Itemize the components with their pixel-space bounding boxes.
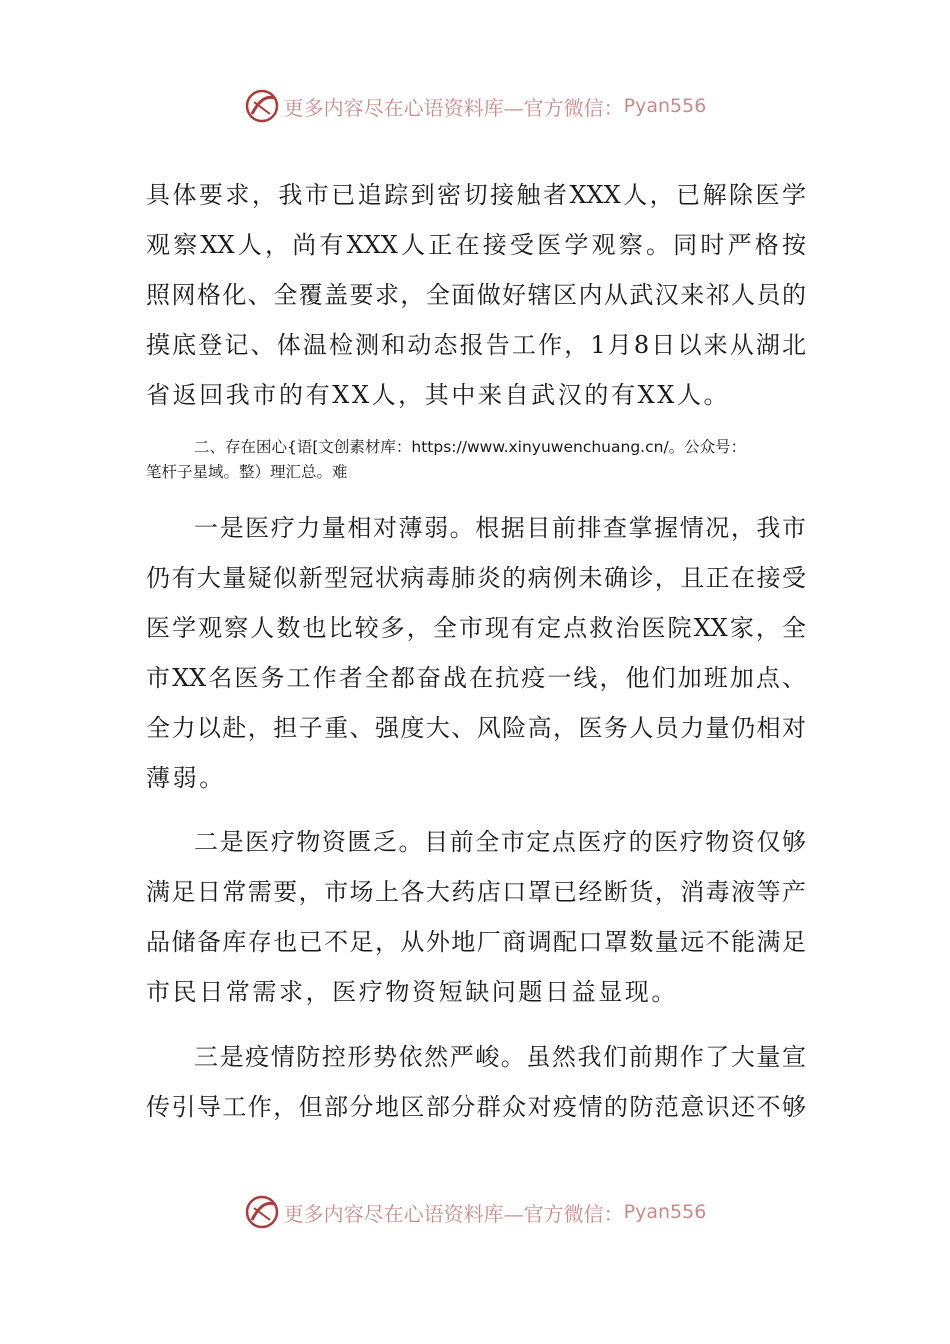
text-line: 照网格化、全覆盖要求，全面做好辖区内从武汉来祁人员的 — [146, 281, 806, 309]
banner-text: 更多内容尽在心语资料库—官方微信： — [283, 1201, 624, 1226]
text-line: 仍有大量疑似新型冠状病毒肺炎的病例未确诊，且正在接受 — [146, 564, 806, 592]
text-line: 满足日常需要，市场上各大药店口罩已经断货，消毒液等产 — [146, 878, 806, 906]
text-line: 一是医疗力量相对薄弱。根据目前排查掌握情况，我市 — [194, 514, 806, 542]
text-line: 薄弱。 — [146, 764, 226, 792]
text-line: 医学观察人数也比较多，全市现有定点救治医院XX家，全 — [146, 614, 806, 642]
text-line: 市民日常需求，医疗物资短缺问题日益显现。 — [146, 978, 678, 1006]
text-line: 传引导工作，但部分地区部分群众对疫情的防范意识还不够 — [146, 1093, 806, 1121]
text-line: 市XX名医务工作者全都奋战在抗疫一线，他们加班加点、 — [146, 664, 806, 692]
paragraph-1 — [146, 170, 806, 420]
text-line: 三是疫情防控形势依然严峻。虽然我们前期作了大量宣 — [194, 1043, 806, 1071]
section-heading — [146, 435, 826, 485]
paragraph-3 — [146, 817, 806, 1017]
banner-wechat-id: Pyan556 — [623, 1201, 707, 1223]
text-line: 省返回我市的有XX人，其中来自武汉的有XX人。 — [146, 381, 731, 409]
text-line: 二是医疗物资匮乏。目前全市定点医疗的医疗物资仅够 — [194, 828, 806, 856]
heading-line: 笔杆子星域。整）理汇总。难 — [146, 463, 348, 481]
header-banner — [0, 84, 950, 128]
text-line: 具体要求，我市已追踪到密切接触者XXX人，已解除医学 — [146, 181, 806, 209]
paragraph-2 — [146, 503, 806, 803]
footer-banner — [0, 1190, 950, 1234]
text-line: 摸底登记、体温检测和动态报告工作，1月8日以来从湖北 — [146, 331, 806, 359]
banner-text: 更多内容尽在心语资料库—官方微信： — [283, 95, 624, 120]
text-line: 观察XX人，尚有XXX人正在接受医学观察。同时严格按 — [146, 231, 806, 259]
paragraph-4 — [146, 1032, 806, 1132]
heading-line: 二、存在困心{语[文创素材库：https://www.xinyuwenchuang.cn/。公众号： — [194, 438, 747, 456]
logo-icon — [244, 1194, 280, 1230]
text-line: 全力以赴，担子重、强度大、风险高，医务人员力量仍相对 — [146, 714, 806, 742]
logo-icon — [244, 88, 280, 124]
text-line: 品储备库存也已不足，从外地厂商调配口罩数量远不能满足 — [146, 928, 806, 956]
banner-wechat-id: Pyan556 — [623, 95, 707, 117]
